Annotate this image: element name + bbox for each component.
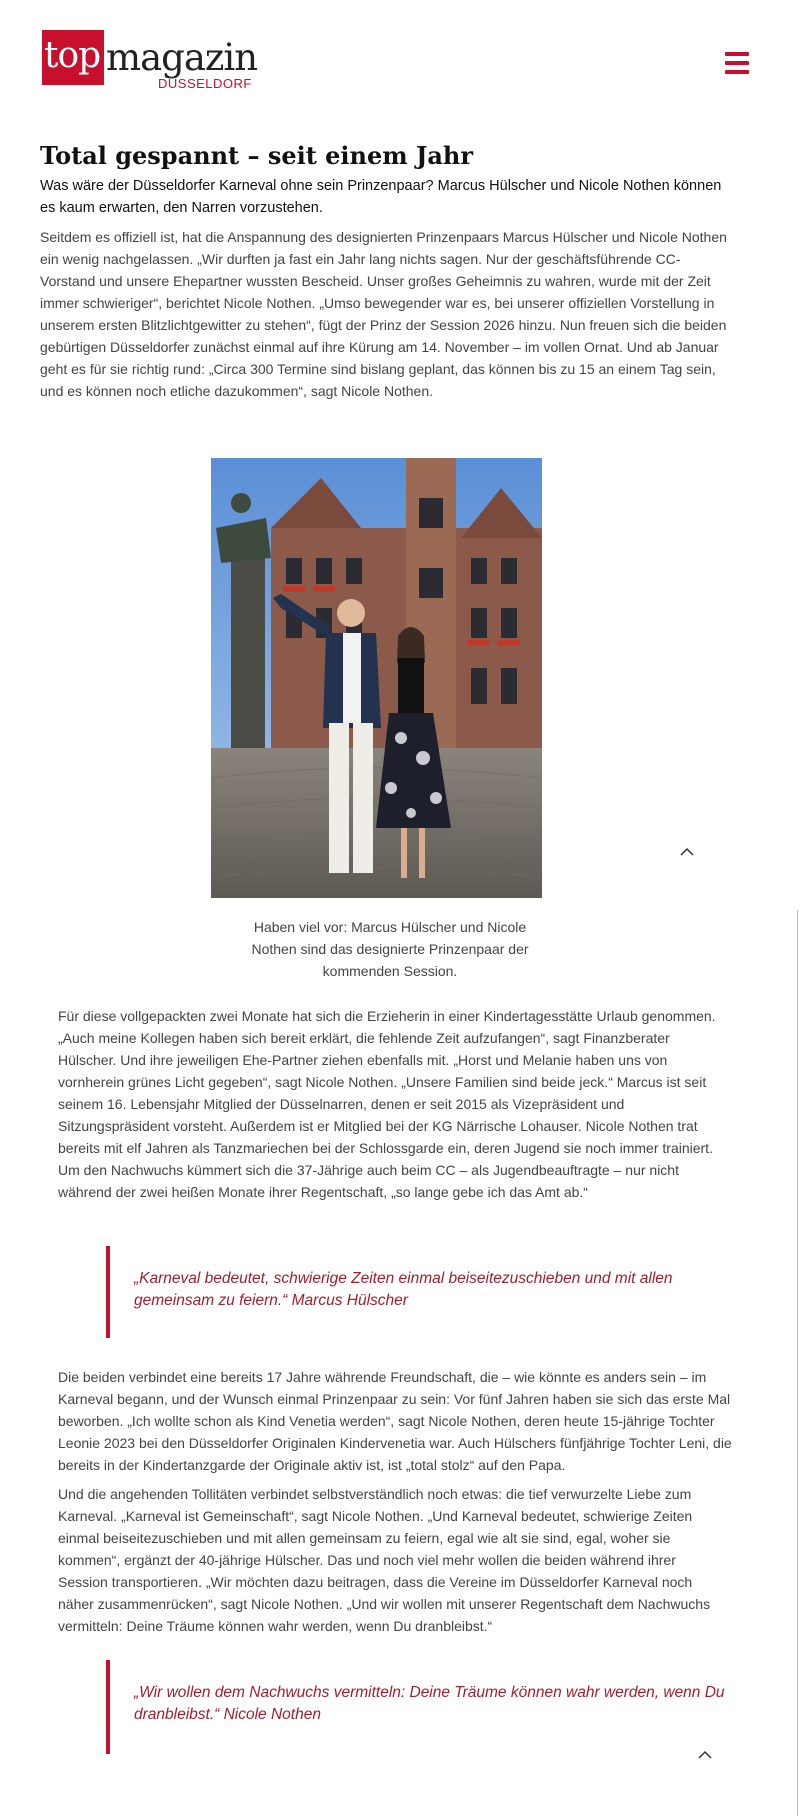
photo-caption: Haben viel vor: Marcus Hülscher und Nicole Nothen sind das designierte Prinzenpaar der kommenden Session. (251, 919, 529, 979)
article-paragraph: Und die angehenden Tollitäten verbindet selbstverständlich noch etwas: die tief verwurzelte Liebe zum Karneval. „Karneval ist Gemeinschaft“, sagt Nicole Nothen. „Und Karneval bedeutet, schwierige Zeiten einmal beiseitezuschieben und mit allen gemeinsam zu feiern, egal wie alt sie sind, egal, woher sie kommen“, ergänzt der 40-jährige Hülscher. Das und noch viel mehr wollen die beiden während ihrer Session transportieren. „Wir möchten dazu beitragen, dass die Vereine im Düsseldorfer Karneval noch näher zusammenrücken“, sagt Nicole Nothen. „Und wir wollen mit unserer Regentschaft dem Nachwuchs vermitteln: Deine Träume können wahr werden, wenn Du dranbleibst.“ (58, 1486, 711, 1634)
pull-quote (106, 1246, 734, 1338)
article-lead: Was wäre der Düsseldorfer Karneval ohne sein Prinzenpaar? Marcus Hülscher und Nicole Nothen können es kaum erwarten, den Narren vorzustehen. (40, 178, 722, 216)
logo-top-text[interactable]: top (44, 35, 101, 76)
page-divider (797, 910, 798, 1816)
hamburger-menu-icon[interactable] (725, 52, 749, 74)
pull-quote-text: „Karneval bedeutet, schwierige Zeiten einmal beiseitezuschieben und mit allen gemeinsam zu feiern.“ Marcus Hülscher (134, 1270, 673, 1309)
chevron-up-icon[interactable] (679, 844, 695, 860)
article-paragraph: Für diese vollgepackten zwei Monate hat sich die Erzieherin in einer Kindertagesstätte Urlaub genommen. „Auch meine Kollegen haben sich bereit erklärt, die fehlende Zeit aufzufangen“, sagt Finanzberater Hülscher. Und ihre jeweiligen Ehe-Partner ziehen ebenfalls mit. „Horst und Melanie haben uns von vornherein grünes Licht gegeben“, sagt Nicole Nothen. „Unsere Familien sind beide jeck.“ Marcus ist seit seinem 16. Lebensjahr Mitglied der Düsselnarren, denen er seit 2015 als Vizepräsident und Sitzungspräsident vorsteht. Außerdem ist er Mitglied bei der KG Närrische Lohauser. Nicole Nothen trat bereits mit elf Jahren als Tanzmariechen bei der Schlossgarde ein, deren Jugend sie noch immer trainiert. Um den Nachwuchs kümmert sich die 37-Jährige auch beim CC – als Jugendbeauftragte – nur nicht während der zwei heißen Monate ihrer Regentschaft, „so lange gebe ich das Amt ab.“ (58, 1008, 716, 1200)
pull-quote-text: „Wir wollen dem Nachwuchs vermitteln: Deine Träume können wahr werden, wenn Du dranbleibst.“ Nicole Nothen (134, 1684, 725, 1723)
logo-city-text: DÜSSELDORF (158, 76, 252, 91)
article-photo (211, 458, 542, 898)
article-title: Total gespannt – seit einem Jahr (40, 141, 474, 170)
logo-magazin-text[interactable]: magazin (106, 36, 258, 79)
pull-quote (106, 1660, 734, 1754)
article-paragraph: Seitdem es offiziell ist, hat die Anspannung des designierten Prinzenpaars Marcus Hülscher und Nicole Nothen ein wenig nachgelassen. „Wir durften ja fast ein Jahr lang nichts sagen. Nur der geschäftsführende CC-Vorstand und unsere Ehepartner wussten Bescheid. Unser großes Geheimnis zu wahren, wurde mit der Zeit immer schwieriger“, berichtet Nicole Nothen. „Umso bewegender war es, bei unserer offiziellen Vorstellung in unserem ersten Blitzlichtgewitter zu stehen“, fügt der Prinz der Session 2026 hinzu. Nun freuen sich die beiden gebürtigen Düsseldorfer zunächst einmal auf ihre Kürung am 14. November – im vollen Ornat. Und ab Januar geht es für sie richtig rund: „Circa 300 Termine sind bislang geplant, das können bis zu 15 an einem Tag sein, und es können noch etliche dazukommen“, sagt Nicole Nothen. (40, 229, 727, 399)
chevron-up-icon[interactable] (697, 1747, 713, 1763)
article-paragraph: Die beiden verbindet eine bereits 17 Jahre währende Freundschaft, die – wie könnte es anders sein – im Karneval begann, und der Wunsch einmal Prinzenpaar zu sein: Vor fünf Jahren haben sie sich das erste Mal beworben. „Ich wollte schon als Kind Venetia werden“, sagt Nicole Nothen, deren heute 15-jährige Tochter Leonie 2023 bei den Düsseldorfer Originalen Kindervenetia war. Auch Hülschers fünfjährige Tochter Leni, die bereits in der Kindertanzgarde der Originale aktiv ist, ist „total stolz“ auf den Papa. (58, 1369, 732, 1473)
